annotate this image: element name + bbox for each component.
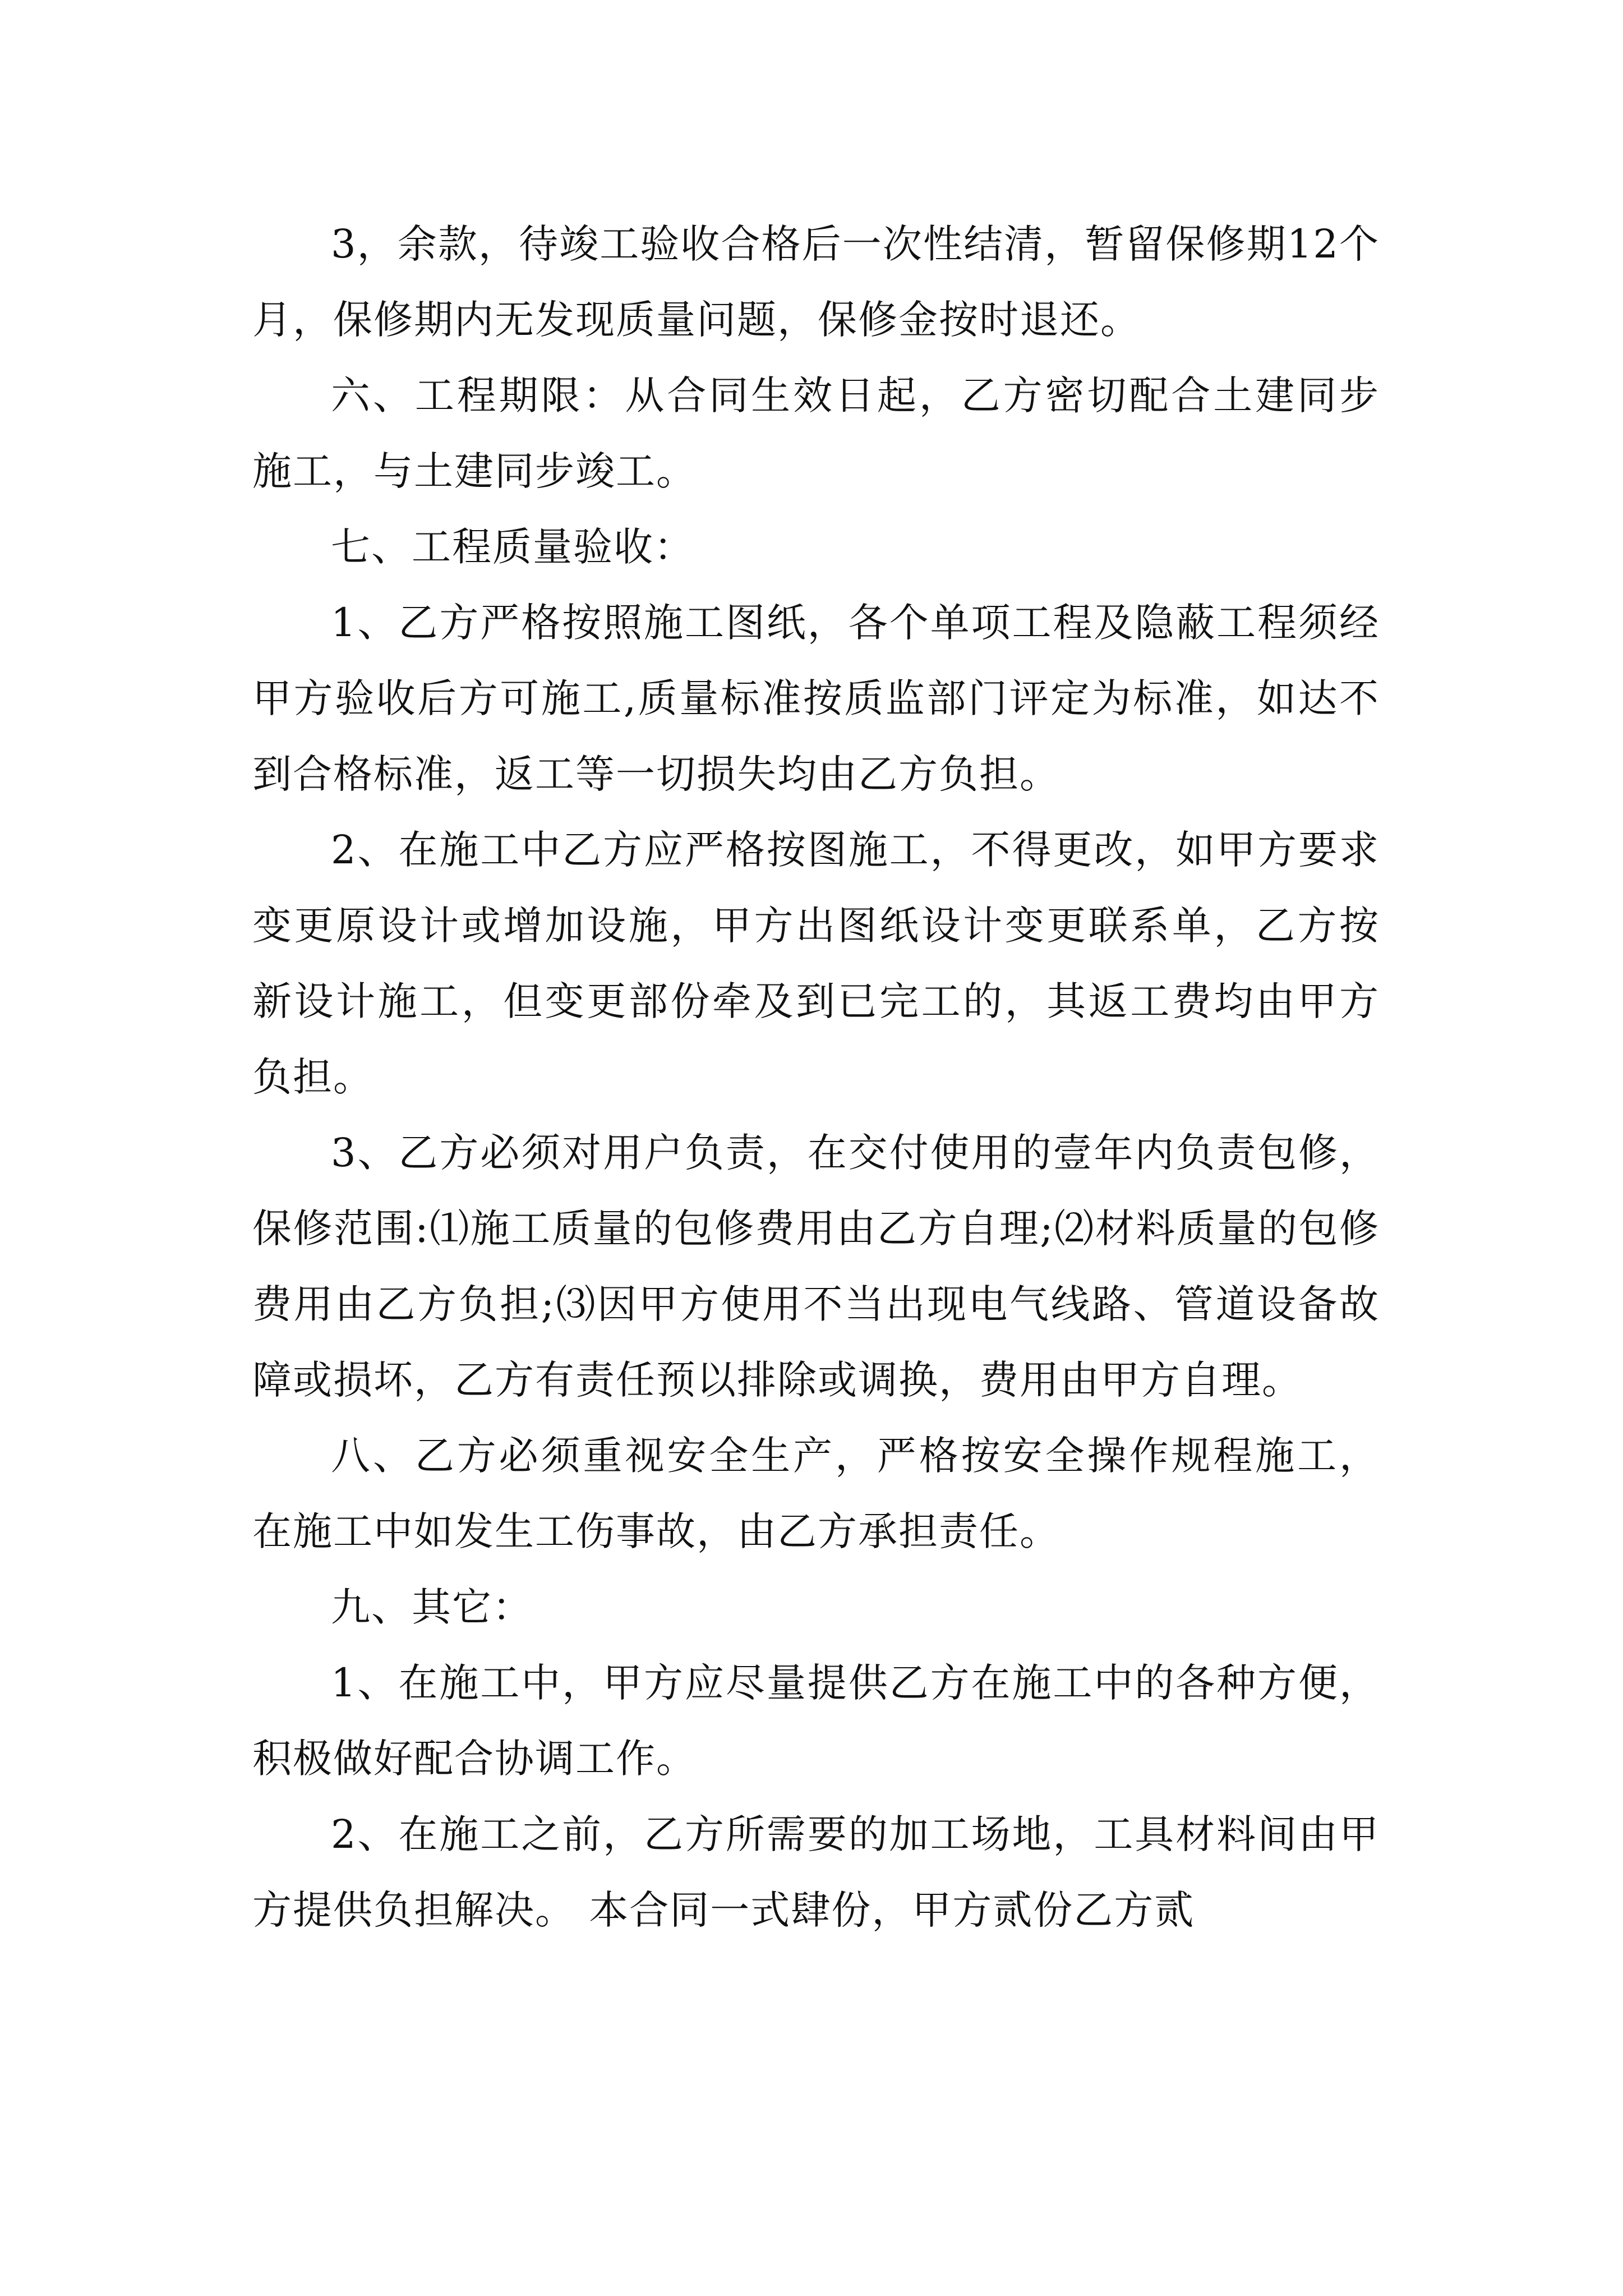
- paragraph-safety: 八、乙方必须重视安全生产，严格按安全操作规程施工，在施工中如发生工伤事故，由乙方承担责任。: [252, 1433, 1380, 1554]
- paragraph-quality-item-2: 2、在施工中乙方应严格按图施工，不得更改，如甲方要求变更原设计或增加设施，甲方出图纸设计变更联系单，乙方按新设计施工，但变更部份牵及到已完工的，其返工费均由甲方负担。: [252, 827, 1380, 1100]
- paragraph-others-item-2: 2、在施工之前，乙方所需要的加工场地，工具材料间由甲方提供负担解决。 本合同一式肆份，甲方贰份乙方贰: [252, 1811, 1380, 1933]
- document-body: [252, 206, 1380, 1948]
- paragraph-quality-acceptance-heading: 七、工程质量验收：: [331, 524, 694, 570]
- paragraph-others-item-1: 1、在施工中，甲方应尽量提供乙方在施工中的各种方便，积极做好配合协调工作。: [252, 1660, 1380, 1782]
- paragraph-quality-item-1: 1、乙方严格按照施工图纸，各个单项工程及隐蔽工程须经甲方验收后方可施工,质量标准按质监部门评定为标准，如达不到合格标准，返工等一切损失均由乙方负担。: [252, 600, 1380, 797]
- paragraph-others-heading: 九、其它：: [331, 1584, 533, 1630]
- paragraph-project-duration: 六、工程期限：从合同生效日起，乙方密切配合土建同步施工，与土建同步竣工。: [252, 372, 1380, 494]
- paragraph-balance-payment: 3，余款，待竣工验收合格后一次性结清，暂留保修期12个月，保修期内无发现质量问题，保修金按时退还。: [252, 221, 1380, 343]
- paragraph-quality-item-3: 3、乙方必须对用户负责，在交付使用的壹年内负责包修，保修范围:⑴施工质量的包修费用由乙方自理;⑵材料质量的包修费用由乙方负担;⑶因甲方使用不当出现电气线路、管道设备故障或损坏，乙方有责任预以排除或调换，费用由甲方自理。: [252, 1130, 1380, 1403]
